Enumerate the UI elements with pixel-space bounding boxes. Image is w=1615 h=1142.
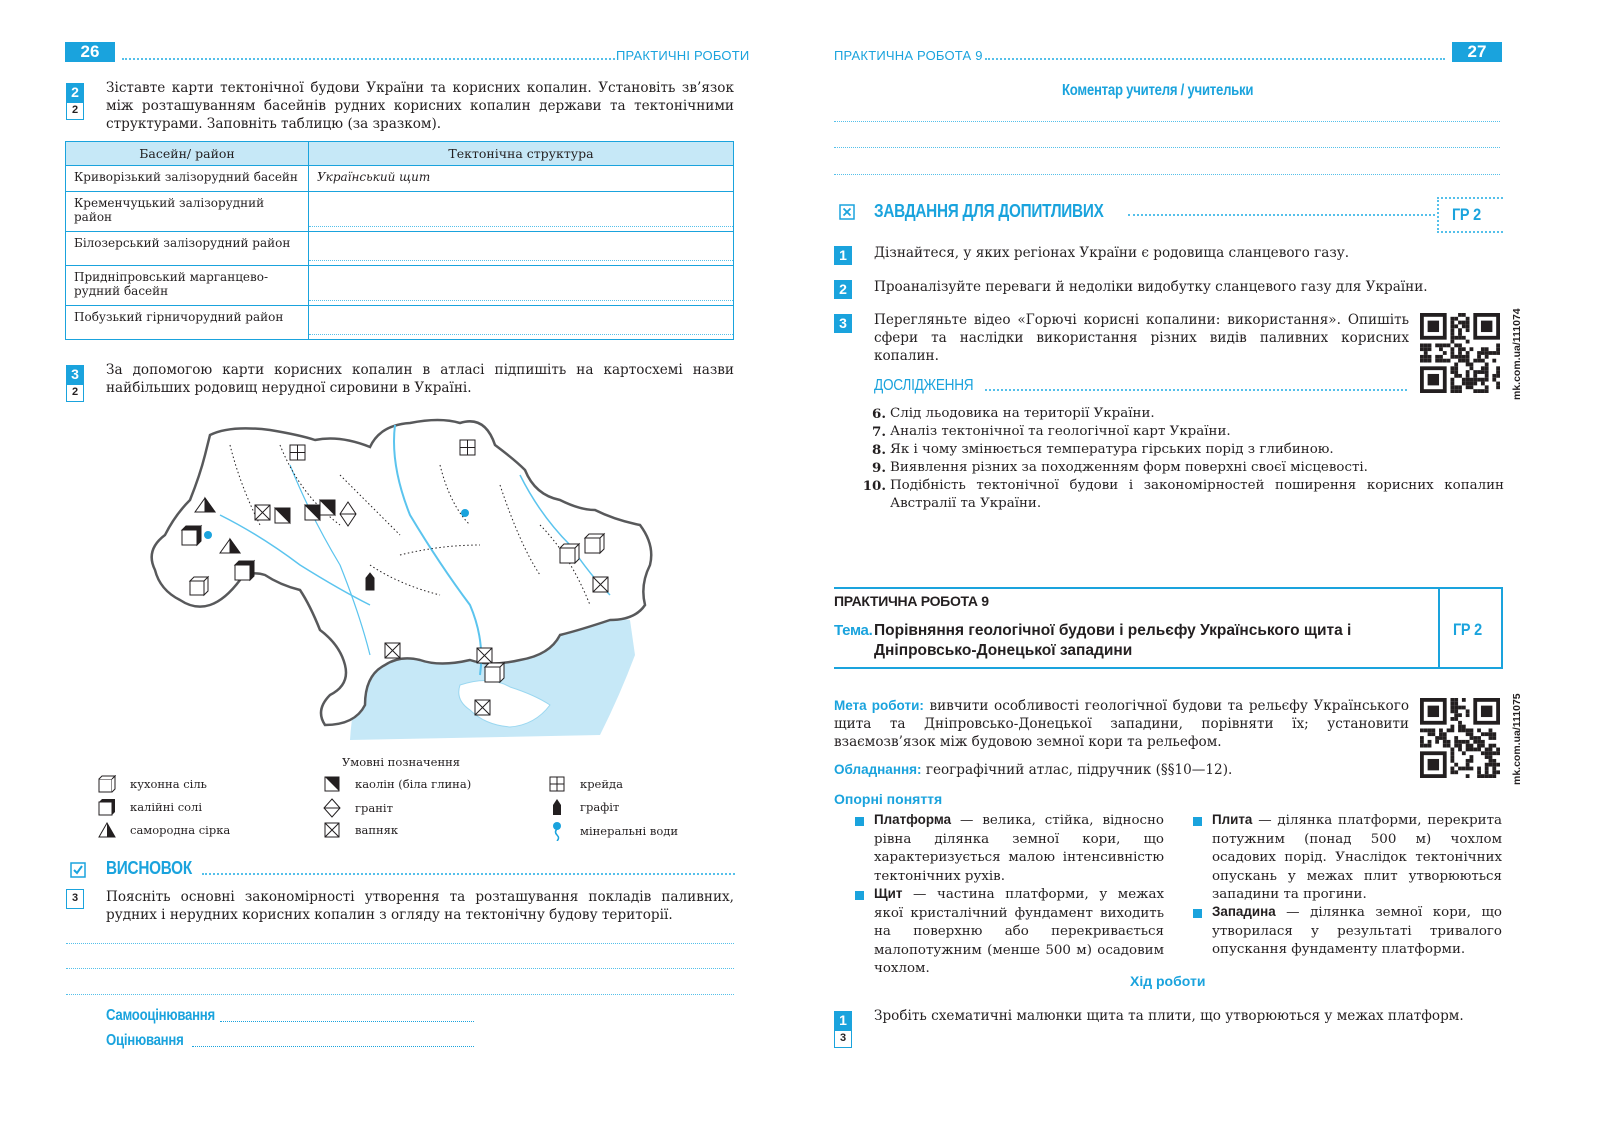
practical-top-rule <box>834 587 1503 589</box>
legend-item-kaolin <box>323 775 471 793</box>
concept-term: Западина <box>1212 904 1276 919</box>
ukraine-minerals-map <box>140 405 660 750</box>
page-number-left: 26 <box>65 42 115 62</box>
legend-label: каолін (біла глина) <box>355 777 472 791</box>
structure-cell: Український щит <box>309 166 734 192</box>
research-item-number: 8. <box>872 442 886 458</box>
conclusion-title: ВИСНОВОК <box>106 858 192 878</box>
task-number: 3 <box>834 314 852 333</box>
qr-url-label: mk.com.ua/111074 <box>1511 308 1523 400</box>
basin-cell: Білозерський залізорудний район <box>66 232 309 266</box>
equipment-text: географічний атлас, підручник (§§10—12). <box>925 762 1233 778</box>
step-1-badge <box>834 1011 852 1048</box>
task-number: 1 <box>834 246 852 265</box>
basin-cell: Криворізький залізорудний басейн <box>66 166 309 192</box>
self-assessment-label: Самооцінювання <box>106 1007 215 1024</box>
assessment-field[interactable] <box>192 1046 474 1047</box>
crossed-box-icon <box>323 821 341 839</box>
research-item-text: Аналіз тектонічної та геологічної карт України. <box>890 424 1231 439</box>
concept-term: Платформа <box>874 812 952 827</box>
structure-answer-field[interactable] <box>309 192 734 232</box>
research-item-number: 7. <box>872 424 886 440</box>
bullet-icon <box>855 891 864 900</box>
task-number: 3 <box>66 365 84 384</box>
task-3-text: За допомогою карти корисних копалин в атласі підпишіть на картосхемі назви найбільших родовищ нерудної сировини в Україні. <box>106 362 734 396</box>
curious-task-3-badge <box>834 314 852 333</box>
qr-url-label: mk.com.ua/111075 <box>1511 693 1523 785</box>
grid-square-icon <box>548 775 566 793</box>
research-item <box>862 441 1504 459</box>
teacher-comment-line-2[interactable] <box>834 147 1500 148</box>
salt-symbol <box>485 667 500 682</box>
teacher-comment-line-3[interactable] <box>834 174 1500 175</box>
basin-cell: Придніпровський марганцево-рудний басейн <box>66 266 309 306</box>
task-score: 3 <box>66 889 84 909</box>
table-row <box>66 232 734 266</box>
task-score: 3 <box>834 1030 852 1048</box>
task-2-text: Зіставте карти тектонічної будови України та корисних копалин. Установіть зв’язок між розташуванням басейнів рудних корисних копалин держави та тектонічними структурами. Заповніть таблицю (за зразком). <box>106 80 734 132</box>
concept-platform <box>874 811 1164 886</box>
legend-item-sulfur <box>98 821 230 839</box>
legend-title: Умовні позначення <box>342 755 461 769</box>
research-item-text: Слід льодовика на території України. <box>890 406 1155 421</box>
table-row <box>66 192 734 232</box>
answer-line-2[interactable] <box>66 968 734 969</box>
legend-label: калійні солі <box>130 800 203 814</box>
research-item-text: Виявлення різних за походженням форм поверхні своєї місцевості. <box>890 460 1368 475</box>
task-number: 2 <box>834 280 852 299</box>
step-1-text: Зробіть схематичні малюнки щита та плити, що утворюються у межах платформ. <box>874 1008 1464 1024</box>
research-item-text: Як і чому змінюється температура гірських порід з глибиною. <box>890 442 1334 457</box>
half-triangle-icon <box>98 821 116 839</box>
structure-answer-field[interactable] <box>309 232 734 266</box>
concept-plate <box>1212 811 1502 905</box>
concept-definition: — ділянка платформи, перекрита потужним (понад 500 м) чохлом осадових порід. Унаслідок тектонічних опускань у межах плит утворюються западини та прогини. <box>1212 813 1502 902</box>
bullet-icon <box>1193 817 1202 826</box>
concept-term: Щит <box>874 886 903 901</box>
half-square-icon <box>323 775 341 793</box>
topic-label: Тема. <box>834 622 873 639</box>
research-item <box>862 459 1504 477</box>
potash-symbol <box>182 530 197 545</box>
task-2-badge <box>66 83 84 120</box>
table-header-basin: Басейн/ район <box>66 142 309 166</box>
structure-answer-field[interactable] <box>309 266 734 306</box>
salt-symbol <box>560 548 575 563</box>
salt-symbol <box>190 581 204 595</box>
section-dotted-rule <box>202 873 735 875</box>
research-title: ДОСЛІДЖЕННЯ <box>874 377 974 394</box>
basin-cell: Побузький гірничорудний район <box>66 306 309 340</box>
conclusion-badge <box>66 889 84 909</box>
concept-definition: — велика, стійка, відносно рівна ділянка земної кори, що характеризується малою інтенсивністю тектонічних рухів. <box>874 813 1164 884</box>
curious-task-1-text: Дізнайтеся, у яких регіонах України є родовища сланцевого газу. <box>874 245 1350 261</box>
header-dotted-rule <box>985 58 1445 60</box>
legend-item-granite <box>323 798 393 818</box>
table-row <box>66 266 734 306</box>
concept-term: Плита <box>1212 812 1253 827</box>
legend-label: самородна сірка <box>130 823 231 837</box>
salt-symbol <box>585 538 600 553</box>
qr-code-icon[interactable] <box>1420 313 1500 393</box>
curious-task-2-text: Проаналізуйте переваги й недоліки видобутку сланцевого газу для України. <box>874 279 1428 295</box>
curious-task-3-text: Перегляньте відео «Горючі корисні копалини: використання». Опишіть сфери та наслідки використання різних видів паливних корисних копалин. <box>874 312 1409 364</box>
legend-item-mineral-water <box>548 821 678 841</box>
goal-paragraph <box>834 697 1409 751</box>
research-item <box>862 477 1504 513</box>
task-number: 1 <box>834 1011 852 1030</box>
page-number-right: 27 <box>1452 42 1502 62</box>
legend-item-chalk <box>548 775 623 793</box>
legend-item-graphite <box>548 798 619 816</box>
self-assessment-field[interactable] <box>220 1021 474 1022</box>
bullet-icon <box>1193 909 1202 918</box>
concepts-title: Опорні поняття <box>834 791 943 807</box>
legend-label: графіт <box>580 800 620 814</box>
legend-label: вапняк <box>355 823 399 837</box>
topic-text: Порівняння геологічної будови і рельєфу Українського щита і Дніпровсько-Донецької западини <box>874 622 1352 659</box>
practical-label: ПРАКТИЧНА РОБОТА 9 <box>834 593 989 609</box>
research-item-number: 9. <box>872 460 886 476</box>
table-header-structure: Тектонічна структура <box>309 142 734 166</box>
task-score: 2 <box>66 102 84 120</box>
potash-symbol <box>235 565 250 580</box>
research-item <box>862 405 1504 423</box>
curious-task-1-badge <box>834 246 852 265</box>
curious-badge: ГР 2 <box>1452 205 1481 224</box>
teacher-comment-title: Коментар учителя / учительки <box>1062 82 1254 99</box>
checkbox-checked-icon <box>70 862 86 878</box>
conclusion-text: Поясніть основні закономірності утворення та розташування покладів паливних, рудних і нерудних корисних копалин з огляду на тектонічну будову території. <box>106 889 734 923</box>
research-item-number: 10. <box>862 478 886 494</box>
curious-task-2-badge <box>834 280 852 299</box>
checkbox-x-icon <box>839 204 855 220</box>
mineral-spring-icon <box>548 821 566 841</box>
structure-answer-field[interactable] <box>309 306 734 340</box>
table-row <box>66 306 734 340</box>
procedure-title: Хід роботи <box>1130 973 1206 989</box>
basin-cell: Кременчуцький залізорудний район <box>66 192 309 232</box>
legend-item-limestone <box>323 821 398 839</box>
bullet-icon <box>855 817 864 826</box>
research-item <box>862 423 1504 441</box>
research-item-text: Подібність тектонічної будови і закономірностей поширення корисних копалин Австралії та України. <box>890 478 1504 511</box>
legend-label: крейда <box>580 777 623 791</box>
concept-definition: — частина платформи, у межах якої кристалічний фундамент виходить на поверхню або перекривається малопотужним (менше 500 м) осадовим чохлом. <box>874 887 1164 976</box>
diamond-icon <box>323 798 341 818</box>
practical-bottom-rule <box>834 667 1439 669</box>
goal-text: вивчити особливості геологічної будови та рельєфу Українського щита та Дніпровсько-Донецької западини, порівняти їх; установити взаємозв’язок між будовою земної кори та рельефом. <box>834 698 1409 750</box>
legend-label: кухонна сіль <box>130 777 207 791</box>
legend-label: мінеральні води <box>580 824 679 838</box>
concept-definition: — ділянка земної кори, що утворилася у результаті тривалого опускання фундаменту платформи. <box>1212 905 1502 957</box>
basins-table <box>65 141 734 340</box>
goal-label: Мета роботи: <box>834 698 924 713</box>
section-dotted-rule <box>985 389 1407 391</box>
answer-line-3[interactable] <box>66 994 734 995</box>
header-dotted-rule <box>122 58 615 60</box>
equipment-label: Обладнання: <box>834 762 922 777</box>
task-3-badge <box>66 365 84 402</box>
legend-item-salt <box>98 775 207 793</box>
running-head-right: ПРАКТИЧНА РОБОТА 9 <box>834 48 983 63</box>
legend-item-potash <box>98 798 202 816</box>
pencil-shape-icon <box>548 798 566 816</box>
cube-dark-icon <box>98 798 116 816</box>
practical-badge: ГР 2 <box>1453 620 1482 639</box>
running-head-left: ПРАКТИЧНІ РОБОТИ <box>616 48 750 63</box>
table-row <box>66 166 734 192</box>
qr-code-icon[interactable] <box>1420 698 1500 778</box>
concept-shield <box>874 885 1164 979</box>
research-item-number: 6. <box>872 406 886 422</box>
concept-depression <box>1212 903 1502 960</box>
cube-outline-icon <box>98 775 116 793</box>
assessment-label: Оцінювання <box>106 1032 184 1049</box>
task-score: 2 <box>66 384 84 402</box>
teacher-comment-line-1[interactable] <box>834 121 1500 122</box>
curious-title: ЗАВДАННЯ ДЛЯ ДОПИТЛИВИХ <box>874 201 1104 221</box>
task-number: 2 <box>66 83 84 102</box>
equipment-paragraph <box>834 761 1409 779</box>
answer-line-1[interactable] <box>66 943 734 944</box>
legend-label: граніт <box>355 801 393 815</box>
section-dotted-rule <box>1128 214 1435 216</box>
